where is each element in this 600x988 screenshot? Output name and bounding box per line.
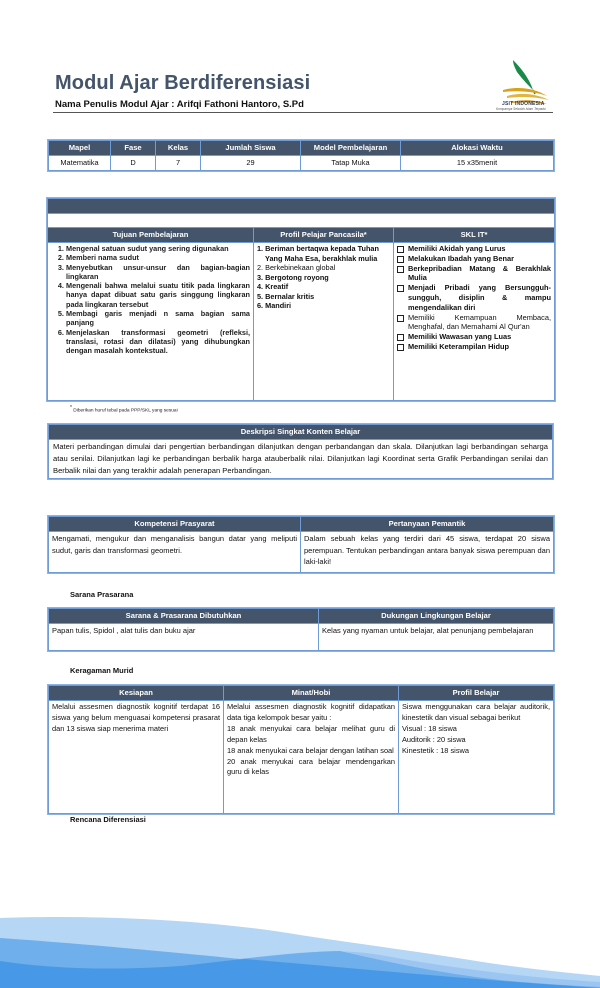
logo-text: JSIT INDONESIA [502,101,545,107]
cell-fase: D [111,156,156,171]
minat-cell [224,701,399,814]
profil-cell [254,243,394,401]
list-item [397,313,551,333]
header-kesiapan: Kesiapan [49,686,224,701]
skl-text: Memiliki Akidah yang Lurus [408,244,506,253]
minat-line: Melalui assesmen diagnostik kognitif didapatkan data tiga kelompok besar yaitu : [227,702,395,722]
list-item: 1. Mengenal satuan sudut yang sering digunakan [66,244,250,253]
minat-line: 18 anak menyukai cara belajar dengan latihan soal [227,745,394,755]
deskripsi-table [48,424,553,479]
header-tujuan: Tujuan Pembelajaran [48,228,254,243]
table-row [49,701,554,814]
header-profil-belajar: Profil Belajar [399,686,554,701]
pemantik-text: Dalam sebuah kelas yang terdiri dari 45 siswa, terdapat 20 siswa perempuan. Tentukan perbandingan antara banyak siswa perempuan dan laki-laki! [301,532,554,573]
goals-table [47,198,555,401]
list-item: 6. Menjelaskan transformasi geometri (refleksi, translasi, rotasi dan dilatasi) yang dihubungkan dengan masalah kontekstual. [66,328,250,356]
header-jumlah-siswa: Jumlah Siswa [201,141,301,156]
sarana-text: Papan tulis, Spidol , alat tulis dan buku ajar [49,624,319,651]
rencana-label: Rencana Diferensiasi [70,815,146,824]
sarana-table [48,608,554,651]
list-item: 4. Mengenali bahwa melalui suatu titik pada lingkaran hanya dapat dibuat satu garis singgung lingkaran pada lingkaran tersebut [66,281,250,309]
list-item [397,244,551,254]
kesiapan-text: Melalui assesmen diagnostik kognitif terdapat 16 siswa yang belum menguasai kompetensi prasarat dan 13 siswa siap menerima materi [49,701,224,814]
deskripsi-text: Materi perbandingan dimulai dari pengertian berbandingan dilanjutkan dengan perbandangan dan skala. Dilanjutkan lagi berbandingan seharga atau senilai. Dilanjutkan lagi ke perbandingan berbalik harga atauberbalik nilai. Dilanjutkan lagi Koordinat serta Grafik Perbandingan senilai dan Berbalik nilai dan yang terakhir adalah penerapan Perbandingan. [49,440,553,479]
header-mapel: Mapel [49,141,111,156]
skl-text: Memiliki Keterampilan Hidup [408,341,510,351]
table-row [49,532,554,573]
tujuan-cell [48,243,254,401]
keragaman-label: Keragaman Murid [70,666,134,675]
skl-list [397,244,551,352]
profil-line: Siswa menggunakan cara belajar auditorik, kinestetik dan visual sebagai berikut [402,702,550,722]
profil-line: Auditorik : 20 siswa [402,734,466,744]
cell-model: Tatap Muka [301,156,401,171]
minat-line: 18 anak menyukai cara belajar melihat guru di depan kelas [227,723,395,744]
list-item: 2. Berkebinekaan global [257,263,336,272]
footnote-text: Diberikan huruf tebal pada PPP/SKL yang sesuai [73,408,178,414]
checkbox-icon [397,344,404,351]
header-model: Model Pembelajaran [301,141,401,156]
keragaman-table [48,685,554,814]
checkbox-icon [397,285,404,292]
header-alokasi: Alokasi Waktu [401,141,554,156]
footnote [70,405,178,414]
cell-kelas: 7 [156,156,201,171]
cell-alokasi: 15 x35menit [401,156,554,171]
list-item [397,342,551,352]
header-minat: Minat/Hobi [224,686,399,701]
list-item: 5. Membagi garis menjadi n sama bagian sama panjang [66,309,250,328]
header-kelas: Kelas [156,141,201,156]
dukungan-text: Kelas yang nyaman untuk belajar, alat penunjang pembelajaran [319,624,554,651]
skl-text: Menjadi Pribadi yang Bersungguh-sungguh, disiplin & mampu mengendalikan diri [408,283,552,312]
list-item [397,283,551,312]
profil-line: Visual : 18 siswa [402,723,457,733]
checkbox-icon [397,334,404,341]
cell-jumlah-siswa: 29 [201,156,301,171]
list-item: 3. Bergotong royong [257,272,329,282]
header-profil-pancasila: Profil Pelajar Pancasila* [254,228,394,243]
header-dukungan: Dukungan Lingkungan Belajar [319,609,554,624]
info-table [48,140,554,171]
kompetensi-table [48,516,554,573]
page-title: Modul Ajar Berdiferensiasi [55,72,311,94]
profil-list [257,244,390,311]
table-row [49,156,554,171]
skl-text: Melakukan Ibadah yang Benar [408,253,514,263]
cell-mapel: Matematika [49,156,111,171]
header-kompetensi: Kompetensi Prasyarat [49,517,301,532]
checkbox-icon [397,256,404,263]
asterisk: * [70,405,72,411]
header-pemantik: Pertanyaan Pemantik [301,517,554,532]
kompetensi-text: Mengamati, mengukur dan menganalisis bangun datar yang meliputi sudut, garis dan transformasi geometri. [49,532,301,573]
sarana-label: Sarana Prasarana [70,590,134,599]
list-item: 5. Bernalar kritis [257,291,315,301]
skl-text: Berkepribadian Matang & Berakhlak Mulia [408,263,552,283]
logo-tagline: Komparnya Sekolah Islam Terpadu [496,107,546,111]
tujuan-list [51,244,250,356]
author-line: Nama Penulis Modul Ajar : Arifqi Fathoni Hantoro, S.Pd [55,99,304,110]
skl-cell [394,243,555,401]
header-sarana: Sarana & Prasarana Dibutuhkan [49,609,319,624]
list-item: 2. Memberi nama sudut [66,253,250,262]
header-deskripsi: Deskripsi Singkat Konten Belajar [49,425,553,440]
section-band [48,199,555,214]
list-item [397,254,551,264]
list-item [397,332,551,342]
header-skl-it: SKL IT* [394,228,555,243]
header-fase: Fase [111,141,156,156]
list-item: 3. Menyebutkan unsur-unsur dan bagian-bagian lingkaran [66,263,250,282]
skl-text: Memiliki Kemampuan Membaca, Menghafal, dan Memahami Al Qur'an [408,312,552,332]
blank-row [48,214,555,228]
list-item [397,264,551,284]
minat-line: 20 anak menyukai cara belajar mendengarkan guru di kelas [227,756,395,777]
profil-belajar-cell [399,701,554,814]
list-item: 1. Beriman bertaqwa kepada Tuhan Yang Maha Esa, berakhlak mulia [257,244,379,263]
list-item: 4. Kreatif [257,282,289,291]
checkbox-icon [397,315,404,322]
skl-text: Memiliki Wawasan yang Luas [408,332,512,342]
table-row [49,624,554,651]
footer-wave-decoration [0,880,600,988]
checkbox-icon [397,266,404,273]
checkbox-icon [397,246,404,253]
list-item: 6. Mandiri [257,301,292,310]
profil-line: Kinestetik : 18 siswa [402,745,469,755]
title-divider [53,112,553,113]
